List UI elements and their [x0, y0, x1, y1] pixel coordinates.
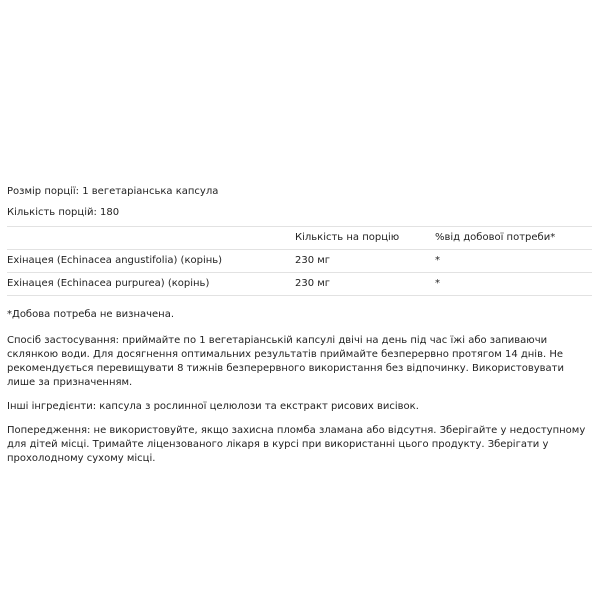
ingredient-name: Ехінацея (Echinacea angustifolia) (корінь) [7, 250, 295, 273]
ingredient-name: Ехінацея (Echinacea purpurea) (корінь) [7, 273, 295, 296]
header-ingredient [7, 227, 295, 250]
ingredient-amount: 230 мг [295, 273, 435, 296]
facts-table [7, 226, 592, 296]
table-row [7, 273, 592, 296]
usage-instructions: Спосіб застосування: приймайте по 1 вегетаріанській капсулі двічі на день під час їжі або запиваючи склянкою води. Для досягнення оптимальних результатів приймайте безперервно протягом 14 днів. Не рекомендується перевищувати 8 тижнів безперервного використання без відпочинку. Використовувати лише за призначенням. [7, 335, 565, 388]
servings-per-container: Кількість порцій: 180 [7, 207, 120, 218]
other-ingredients: Інші інгредієнти: капсула з рослинної целюлози та екстракт рисових висівок. [7, 401, 419, 412]
ingredient-amount: 230 мг [295, 250, 435, 273]
header-daily-value: %від добової потреби* [435, 227, 592, 250]
ingredient-daily-value: * [435, 250, 592, 273]
header-amount: Кількість на порцію [295, 227, 435, 250]
table-header-row [7, 227, 592, 250]
ingredient-daily-value: * [435, 273, 592, 296]
warning-text: Попередження: не використовуйте, якщо захисна пломба зламана або відсутня. Зберігайте у недоступному для дітей місці. Тримайте ліцензованого лікаря в курсі при використанні цього продукту. Зберігати у прохолодному сухому місці. [7, 425, 586, 464]
serving-size: Розмір порції: 1 вегетаріанська капсула [7, 186, 219, 197]
supplement-facts [7, 185, 592, 476]
table-row [7, 250, 592, 273]
daily-value-footnote: *Добова потреба не визначена. [7, 309, 175, 320]
